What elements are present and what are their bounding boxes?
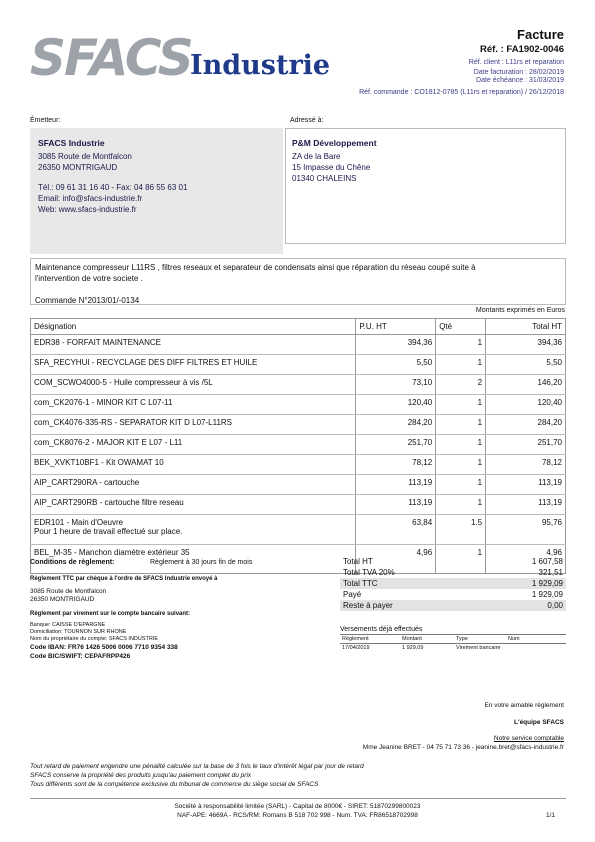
invoice-title: Facture (517, 27, 564, 42)
versements-table (340, 634, 566, 652)
page-number: 1/1 (545, 812, 555, 819)
cheque-address2: 26350 MONTRIGAUD (30, 596, 95, 603)
invoice-date: Date facturation : 28/02/2019 (473, 69, 564, 76)
totals-row (340, 556, 566, 567)
row-total: 113,19 (486, 495, 566, 515)
row-pu: 251,70 (356, 435, 436, 455)
row-qte: 1 (436, 545, 486, 574)
row-qte: 1 (436, 355, 486, 375)
cheque-title: Règlement TTC par chèque à l'ordre de SFACS Industrie envoyé à (30, 576, 218, 582)
row-designation-text: COM_SCWO4000-5 - Huile compresseur à vis /5L (34, 378, 213, 387)
row-qte: 1 (436, 455, 486, 475)
accounting-service: Notre service comptable (493, 735, 564, 742)
client-ref: Réf. client : L11rs et reparation (468, 59, 564, 66)
row-pu: 73,10 (356, 375, 436, 395)
emetteur-address2: 26350 MONTRIGAUD (38, 163, 118, 172)
row-total: 284,20 (486, 415, 566, 435)
invoice-ref: Réf. : FA1902-0046 (480, 44, 564, 55)
versements-header-type: Type (454, 635, 506, 644)
versements-header-reglement: Règlement (340, 635, 400, 644)
row-total: 78,12 (486, 455, 566, 475)
items-header-row (31, 319, 566, 335)
bank-name: Banque: CAISSE D'EPARGNE (30, 622, 106, 628)
versement-amount: 1 929,09 (402, 645, 424, 651)
versements-header-num: Num (506, 635, 566, 644)
bank-domiciliation: Domiciliation: TOURNON SUR RHONE (30, 629, 127, 635)
totals-value: 0,00 (478, 600, 566, 611)
bank-bic: Code BIC/SWIFT: CEPAFRPP426 (30, 653, 131, 660)
virement-title: Règlement par virement sur le compte bancaire suivant: (30, 611, 191, 617)
bank-owner: Nom du propriétaire du compte: SFACS INDUSTRIE (30, 636, 159, 642)
row-total: 251,70 (486, 435, 566, 455)
row-total: 120,40 (486, 395, 566, 415)
row-designation (31, 375, 356, 395)
legal-line1: Tout retard de paiement engendre une pénalité calculée sur la base de 3 fois le taux d'intérêt légal par jour de retard (30, 763, 364, 770)
table-row (31, 435, 566, 455)
row-designation-text: EDR101 - Main d'Oeuvre (34, 518, 124, 527)
row-designation-text: com_CK2076-1 - MINOR KIT C L07-11 (34, 398, 173, 407)
row-designation (31, 415, 356, 435)
cheque-address1: 3085 Route de Montfalcon (30, 588, 107, 595)
totals-row (340, 600, 566, 611)
versement-type: Virement bancaire (456, 645, 501, 651)
versements-title: Versements déjà effectués (340, 626, 423, 633)
description-order: Commande N°2013/01/-0134 (35, 296, 140, 305)
emetteur-label: Émetteur: (30, 117, 61, 124)
totals-label: Reste à payer (340, 600, 478, 611)
destinataire-name: P&M Développement (292, 138, 377, 148)
row-designation-text: AIP_CART290RB - cartouche filtre reseau (34, 498, 184, 507)
row-qte: 1 (436, 495, 486, 515)
description-line2: l'intervention de votre societe . (35, 274, 143, 283)
totals-label: Payé (343, 590, 362, 599)
row-pu: 5,50 (356, 355, 436, 375)
currency-note: Montants exprimés en Euros (475, 307, 565, 314)
footer-divider (30, 798, 566, 799)
versement-num (506, 644, 566, 653)
row-designation-text: AIP_CART290RA - cartouche (34, 478, 140, 487)
row-pu: 394,36 (356, 335, 436, 355)
table-row (31, 335, 566, 355)
row-designation-text: EDR38 - FORFAIT MAINTENANCE (34, 338, 161, 347)
totals-row (340, 578, 566, 589)
emetteur-web: Web: www.sfacs-industrie.fr (38, 205, 137, 214)
legal-line2: SFACS conserve la propriété des produits jusqu'au paiement complet du prix (30, 772, 252, 779)
bank-iban: Code IBAN: FR76 1426 5006 0006 7710 9354 338 (30, 644, 178, 651)
totals-row (340, 567, 566, 578)
row-qte: 1.5 (436, 515, 486, 545)
emetteur-phone: Tél.: 09 61 31 16 40 - Fax: 04 86 55 63 01 (38, 183, 188, 192)
versements-header-montant: Montant (400, 635, 454, 644)
items-table (30, 318, 566, 574)
row-designation-detail: Pour 1 heure de travail effectué sur place. (34, 527, 183, 536)
logo-industrie-text: Industrie (190, 50, 331, 81)
header-designation: Désignation (31, 319, 356, 335)
destinataire-address2: 15 Impasse du Chêne (292, 163, 371, 172)
due-date: Date échéance : 31/03/2019 (476, 77, 564, 84)
row-designation (31, 435, 356, 455)
row-total: 95,76 (486, 515, 566, 545)
accounting-contact: Mme Jeanine BRET - 04 75 71 73 36 - jeanine.bret@sfacs-industrie.fr (362, 744, 564, 751)
row-pu: 284,20 (356, 415, 436, 435)
row-designation (31, 495, 356, 515)
emetteur-address1: 3085 Route de Montfalcon (38, 152, 132, 161)
legal-line3: Tous différents sont de la compétence exclusive du tribunal de commerce du siège social de SFACS (30, 781, 319, 788)
row-pu: 63,84 (356, 515, 436, 545)
team-signature: L'équipe SFACS (514, 719, 564, 726)
row-designation (31, 355, 356, 375)
destinataire-label: Adressé à: (290, 117, 324, 124)
row-designation-text: SFA_RECYHUI - RECYCLAGE DES DIFF FILTRES ET HUILE (34, 358, 258, 367)
totals-value: 1 607,58 (531, 557, 563, 566)
emetteur-box (30, 128, 283, 254)
conditions-value: Règlement à 30 jours fin de mois (150, 559, 253, 566)
row-designation (31, 395, 356, 415)
totals-table (340, 556, 566, 611)
row-total: 4,96 (486, 545, 566, 574)
conditions-label: Conditions de règlement: (30, 559, 115, 566)
table-row (31, 515, 566, 545)
totals-label: Total TVA 20% (343, 568, 395, 577)
totals-value: 321,51 (538, 568, 563, 577)
header-qte: Qté (436, 319, 486, 335)
totals-label: Total TTC (340, 578, 478, 589)
row-total: 5,50 (486, 355, 566, 375)
order-ref: Réf. commande : CO1812-0785 (L11rs et reparation) / 26/12/2018 (359, 89, 564, 96)
row-qte: 1 (436, 335, 486, 355)
row-qte: 1 (436, 475, 486, 495)
row-qte: 1 (436, 395, 486, 415)
totals-label: Total HT (343, 557, 373, 566)
row-designation-text: BEL_M-35 - Manchon diamètre extérieur 35 (34, 548, 190, 557)
row-qte: 1 (436, 435, 486, 455)
row-pu: 78,12 (356, 455, 436, 475)
table-row (31, 375, 566, 395)
destinataire-address1: ZA de la Bare (292, 152, 341, 161)
row-qte: 2 (436, 375, 486, 395)
row-pu: 113,19 (356, 475, 436, 495)
row-designation-text: BEK_XVKT10BF1 - Kit OWAMAT 10 (34, 458, 164, 467)
destinataire-box (285, 128, 566, 244)
greeting: En votre aimable règlement (484, 702, 564, 709)
totals-row (340, 589, 566, 600)
row-pu: 120,40 (356, 395, 436, 415)
totals-value: 1 929,09 (478, 578, 566, 589)
emetteur-name: SFACS Industrie (38, 138, 105, 148)
header-pu: P.U. HT (356, 319, 436, 335)
table-row (31, 395, 566, 415)
table-row (31, 355, 566, 375)
versement-row (340, 644, 566, 653)
row-designation (31, 515, 356, 545)
table-row (31, 495, 566, 515)
versements-header-row (340, 635, 566, 644)
table-row (31, 415, 566, 435)
totals-value: 1 929,09 (531, 590, 563, 599)
footer-line2: NAF-APE: 4669A - RCS/RM: Romans B 518 702 998 - Num. TVA: FR86518702998 (177, 812, 418, 819)
footer-line1: Société à responsabilité limitée (SARL) - Capital de 8000€ - SIRET: 51870299800023 (174, 803, 421, 810)
row-designation-text: com_CK8076-2 - MAJOR KIT E L07 - L11 (34, 438, 183, 447)
logo-sfacs-text: SFACS (30, 29, 192, 87)
row-qte: 1 (436, 415, 486, 435)
emetteur-email: Email: info@sfacs-industrie.fr (38, 194, 143, 203)
destinataire-address3: 01340 CHALEINS (292, 174, 357, 183)
versement-date: 17/04/2019 (342, 645, 370, 651)
row-pu: 113,19 (356, 495, 436, 515)
table-row (31, 475, 566, 495)
row-total: 146,20 (486, 375, 566, 395)
row-designation-text: com_CK4076-335-RS - SEPARATOR KIT D L07-L11RS (34, 418, 233, 427)
description-line1: Maintenance compresseur L11RS , filtres reseaux et separateur de condensats ainsi que réparation du réseau coupé suite à (35, 263, 476, 272)
row-designation (31, 335, 356, 355)
row-designation (31, 455, 356, 475)
company-logo (30, 29, 331, 87)
row-total: 113,19 (486, 475, 566, 495)
description-box (30, 258, 566, 305)
row-total: 394,36 (486, 335, 566, 355)
header-total: Total HT (486, 319, 566, 335)
table-row (31, 455, 566, 475)
row-pu: 4,96 (356, 545, 436, 574)
row-designation (31, 475, 356, 495)
